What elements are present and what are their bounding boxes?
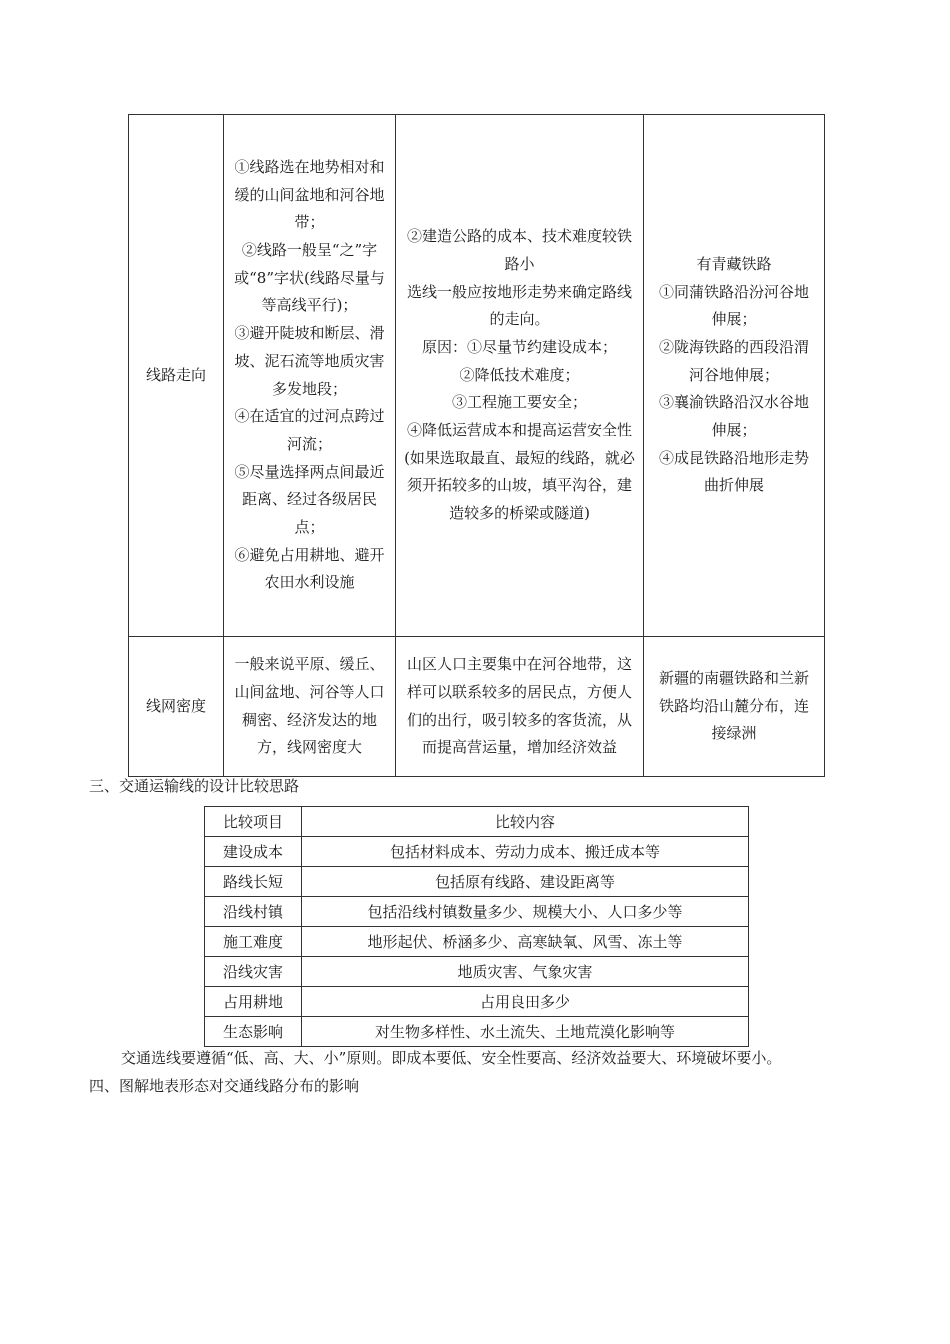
- text-line: ⑤尽量选择两点间最近距离、经过各级居民点；: [234, 462, 385, 537]
- table-row: [205, 1017, 749, 1047]
- comparison-content: 包括材料成本、劳动力成本、搬迁成本等: [302, 837, 749, 867]
- text-line: 山区人口主要集中在河谷地带，这样可以联系较多的居民点，方便人们的出行，吸引较多的客货流，从而提高营运量，增加经济效益: [406, 655, 632, 757]
- table-row: [205, 897, 749, 927]
- text-line: 新疆的南疆铁路和兰新铁路均沿山麓分布，连接绿洲: [658, 668, 809, 743]
- text-line: 选线一般应按地形走势来确定路线的走向。: [406, 282, 632, 329]
- column-header: 比较项目: [205, 807, 302, 837]
- text-line: ④降低运营成本和提高运营安全性(如果选取最直、最短的线路，就必须开拓较多的山坡，填平沟谷，建造较多的桥梁或隧道): [404, 421, 635, 523]
- table-header-row: [205, 807, 749, 837]
- column-header: 比较内容: [302, 807, 749, 837]
- table-row: [205, 837, 749, 867]
- comparison-item: 沿线村镇: [205, 897, 302, 927]
- text-line: ③避开陡坡和断层、滑坡、泥石流等地质灾害多发地段；: [234, 324, 385, 398]
- comparison-content: 对生物多样性、水土流失、土地荒漠化影响等: [302, 1017, 749, 1047]
- route-direction-examples: [644, 115, 825, 637]
- comparison-item: 建设成本: [205, 837, 302, 867]
- comparison-content: 包括原有线路、建设距离等: [302, 867, 749, 897]
- comparison-item: 占用耕地: [205, 987, 302, 1017]
- text-line: ①同蒲铁路沿汾河谷地伸展；: [658, 282, 809, 329]
- text-line: ②线路一般呈“之”字或“8”字状(线路尽量与等高线平行)；: [234, 240, 385, 315]
- text-line: ④成昆铁路沿地形走势曲折伸展: [658, 448, 809, 495]
- text-line: ③工程施工要安全；: [451, 393, 587, 412]
- table-row: [205, 987, 749, 1017]
- row-label-route-direction: 线路走向: [129, 115, 224, 637]
- text-line: 原因：①尽量节约建设成本；: [421, 337, 617, 356]
- text-line: 一般来说平原、缓丘、山间盆地、河谷等人口稠密、经济发达的地方，线网密度大: [234, 655, 385, 757]
- section-3-heading: 三、交通运输线的设计比较思路: [89, 777, 300, 795]
- network-density-reason: [396, 637, 644, 777]
- network-density-example: [644, 637, 825, 777]
- comparison-content: 占用良田多少: [302, 987, 749, 1017]
- text-line: ③襄渝铁路沿汉水谷地伸展；: [658, 393, 809, 440]
- comparison-item: 路线长短: [205, 867, 302, 897]
- text-line: ⑥避免占用耕地、避开农田水利设施: [234, 545, 385, 592]
- text-line: ①线路选在地势相对和缓的山间盆地和河谷地带；: [234, 157, 385, 232]
- table-row: [205, 867, 749, 897]
- comparison-content: 包括沿线村镇数量多少、规模大小、人口多少等: [302, 897, 749, 927]
- route-direction-reasons: [396, 115, 644, 637]
- comparison-table: [204, 806, 749, 1047]
- comparison-content: 地形起伏、桥涵多少、高寒缺氧、风雪、冻土等: [302, 927, 749, 957]
- table-row: [205, 957, 749, 987]
- text-line: ②建造公路的成本、技术难度较铁路小: [406, 227, 632, 273]
- route-layout-table: [128, 114, 825, 777]
- comparison-content: 地质灾害、气象灾害: [302, 957, 749, 987]
- section-4-heading: 四、图解地表形态对交通线路分布的影响: [89, 1077, 360, 1095]
- network-density-principle: [224, 637, 396, 777]
- comparison-item: 施工难度: [205, 927, 302, 957]
- text-line: 有青藏铁路: [696, 254, 772, 273]
- text-line: ④在适宜的过河点跨过河流；: [234, 407, 385, 453]
- text-line: ②陇海铁路的西段沿渭河谷地伸展；: [658, 337, 809, 384]
- comparison-item: 沿线灾害: [205, 957, 302, 987]
- route-selection-principle: 交通选线要遵循“低、高、大、小”原则。即成本要低、安全性要高、经济效益要大、环境破坏要小。: [121, 1049, 782, 1067]
- table-row: [129, 637, 825, 777]
- text-line: ②降低技术难度；: [459, 365, 580, 384]
- table-row: [205, 927, 749, 957]
- row-label-network-density: 线网密度: [129, 637, 224, 777]
- table-row: [129, 115, 825, 637]
- route-direction-principles: [224, 115, 396, 637]
- comparison-item: 生态影响: [205, 1017, 302, 1047]
